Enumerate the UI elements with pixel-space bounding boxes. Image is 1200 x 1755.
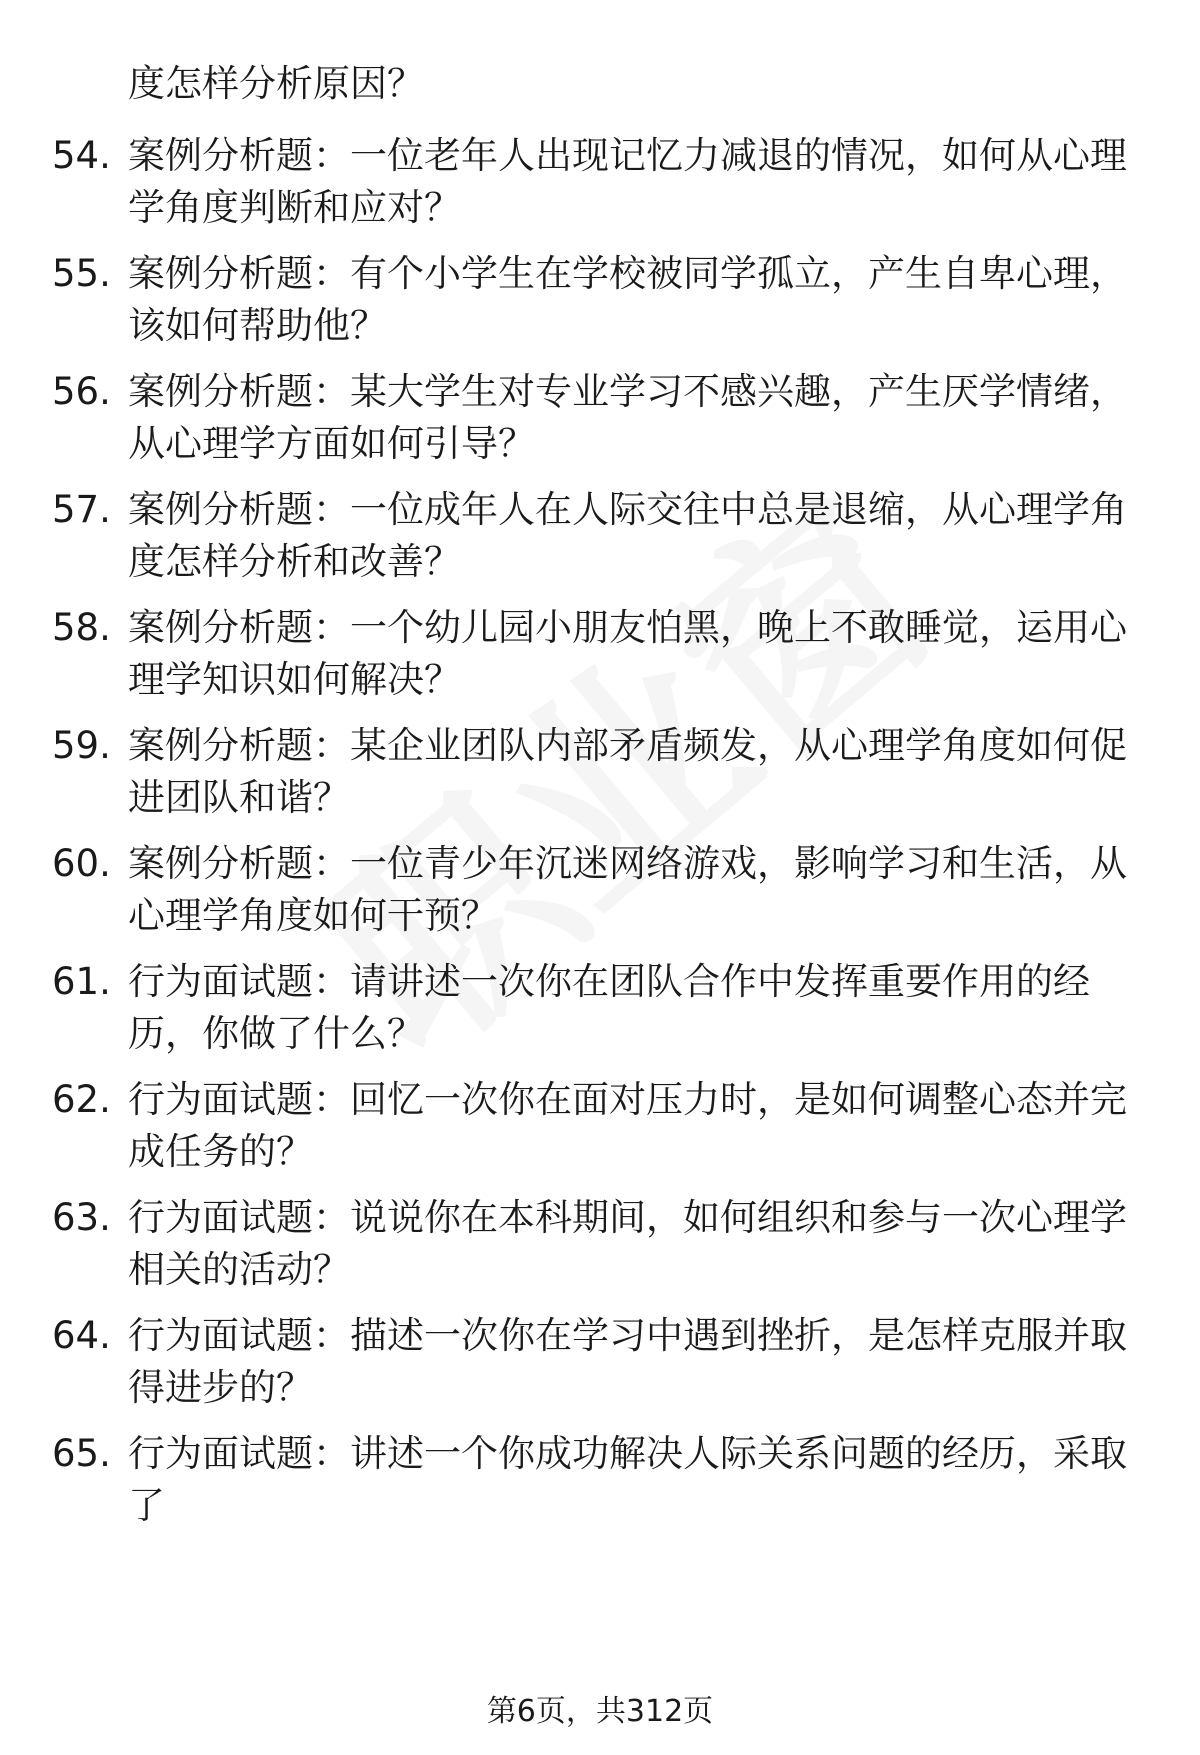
item-text: 行为面试题：描述一次你在学习中遇到挫折，是怎样克服并取得进步的？: [128, 1314, 1127, 1409]
item-number: 59.: [52, 724, 111, 767]
item-text: 案例分析题：有个小学生在学校被同学孤立，产生自卑心理，该如何帮助他？: [128, 252, 1127, 347]
item-text: 行为面试题：回忆一次你在面对压力时，是如何调整心态并完成任务的？: [128, 1078, 1127, 1173]
page-footer: 第6页，共312页: [486, 1694, 714, 1729]
item-number: 55.: [52, 252, 111, 295]
item-number: 62.: [52, 1078, 111, 1121]
item-text: 案例分析题：一位老年人出现记忆力减退的情况，如何从心理学角度判断和应对？: [128, 134, 1127, 229]
item-number: 61.: [52, 960, 111, 1003]
item-text: 案例分析题：一位青少年沉迷网络游戏，影响学习和生活，从心理学角度如何干预？: [128, 842, 1127, 937]
item-number: 60.: [52, 842, 111, 885]
item-text: 行为面试题：请讲述一次你在团队合作中发挥重要作用的经历，你做了什么？: [128, 960, 1090, 1055]
item-text: 案例分析题：一位成年人在人际交往中总是退缩，从心理学角度怎样分析和改善？: [128, 488, 1127, 583]
item-number: 63.: [52, 1196, 111, 1239]
item-number: 56.: [52, 370, 111, 413]
item-number: 58.: [52, 606, 111, 649]
item-text: 行为面试题：讲述一个你成功解决人际关系问题的经历，采取了: [128, 1432, 1127, 1527]
item-number: 57.: [52, 488, 111, 531]
item-text: 案例分析题：一个幼儿园小朋友怕黑，晚上不敢睡觉，运用心理学知识如何解决？: [128, 606, 1127, 701]
item-number: 64.: [52, 1314, 111, 1357]
continued-text: 度怎样分析原因？: [128, 62, 424, 105]
item-number: 54.: [52, 134, 111, 177]
item-text: 案例分析题：某企业团队内部矛盾频发，从心理学角度如何促进团队和谐？: [128, 724, 1127, 819]
item-text: 行为面试题：说说你在本科期间，如何组织和参与一次心理学相关的活动？: [128, 1196, 1127, 1291]
item-number: 65.: [52, 1432, 111, 1475]
item-text: 案例分析题：某大学生对专业学习不感兴趣，产生厌学情绪，从心理学方面如何引导？: [128, 370, 1127, 465]
